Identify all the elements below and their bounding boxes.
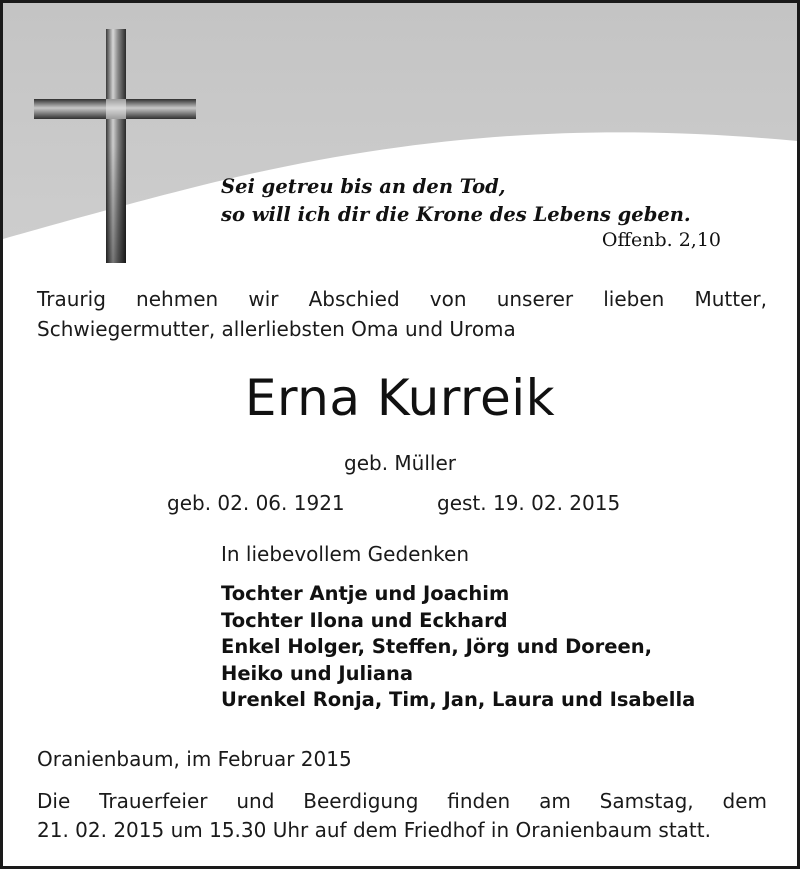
- memorial-heading: In liebevollem Gedenken: [221, 542, 470, 566]
- mourner-line: Enkel Holger, Steffen, Jörg und Doreen,: [221, 635, 653, 658]
- death-date: gest. 19. 02. 2015: [437, 491, 621, 515]
- mourner-line: Tochter Antje und Joachim: [221, 582, 510, 605]
- cross-icon: [34, 29, 196, 263]
- deceased-name: Erna Kurreik: [244, 369, 556, 427]
- quote-reference: Offenb. 2,10: [601, 229, 721, 251]
- mourners-list: [221, 581, 695, 714]
- maiden-name: geb. Müller: [344, 451, 456, 475]
- intro-line-1: Traurig nehmen wir Abschied von unserer lieben Mutter,: [37, 287, 767, 311]
- quote-line-2: so will ich dir die Krone des Lebens geben.: [221, 203, 691, 226]
- mourner-line: Urenkel Ronja, Tim, Jan, Laura und Isabella: [221, 688, 696, 711]
- quote-line-1: Sei getreu bis an den Tod,: [221, 175, 506, 198]
- place-date: Oranienbaum, im Februar 2015: [37, 747, 352, 771]
- intro-line-2: Schwiegermutter, allerliebsten Oma und Uroma: [37, 317, 516, 341]
- birth-date: geb. 02. 06. 1921: [167, 491, 345, 515]
- service-line-1: Die Trauerfeier und Beerdigung finden am Samstag, dem: [37, 789, 767, 813]
- mourner-line: Heiko und Juliana: [221, 661, 414, 685]
- bible-quote: [221, 173, 741, 251]
- mourner-line: Tochter Ilona und Eckhard: [221, 608, 508, 632]
- service-line-2: 21. 02. 2015 um 15.30 Uhr auf dem Friedhof in Oranienbaum statt.: [37, 818, 711, 842]
